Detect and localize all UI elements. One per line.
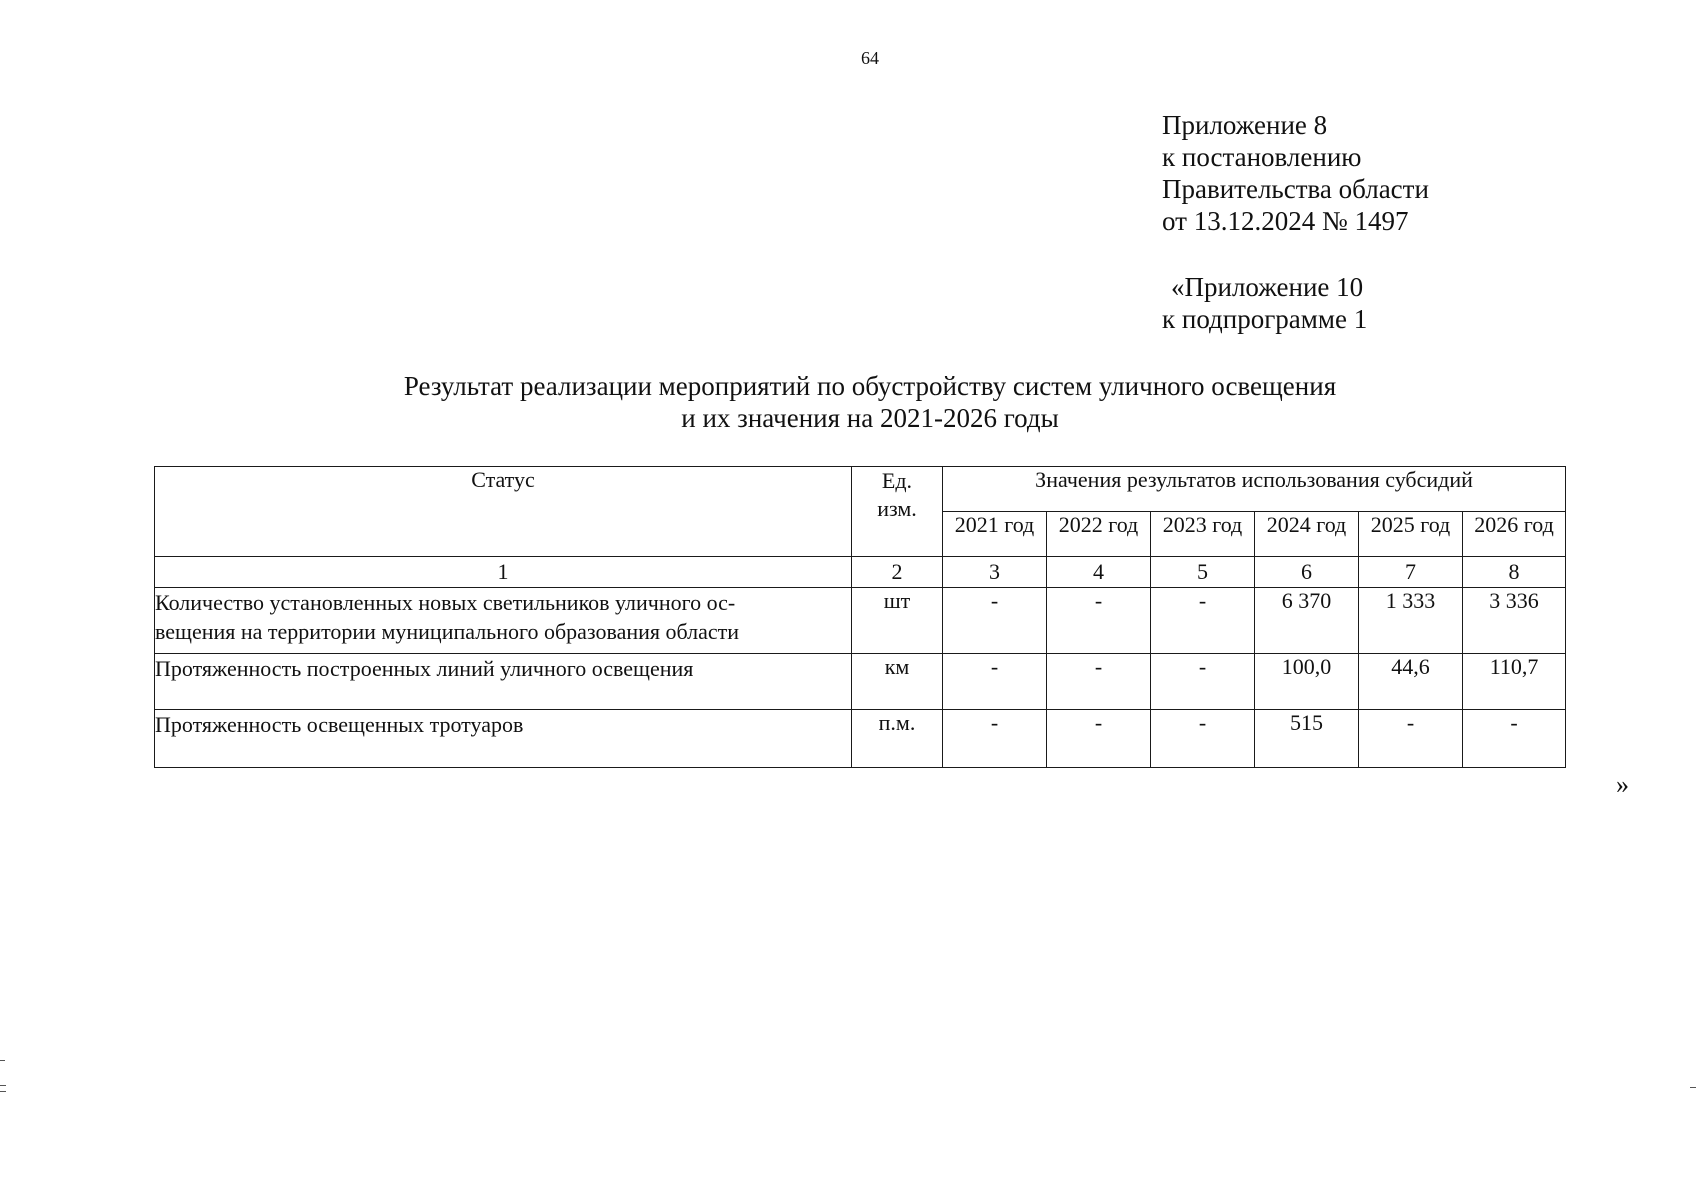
appendix-reference bbox=[1162, 109, 1429, 237]
page-number: 64 bbox=[861, 48, 879, 68]
row-value: - bbox=[1151, 710, 1255, 768]
column-number: 5 bbox=[1151, 557, 1255, 588]
title-line: и их значения на 2021-2026 годы bbox=[681, 403, 1059, 433]
document-title bbox=[300, 370, 1440, 434]
row-value: - bbox=[1463, 710, 1566, 768]
header-year: 2024 год bbox=[1255, 512, 1359, 557]
row-value: 1 333 bbox=[1359, 588, 1463, 654]
row-value: 3 336 bbox=[1463, 588, 1566, 654]
column-number: 1 bbox=[155, 557, 852, 588]
row-unit: п.м. bbox=[852, 710, 943, 768]
header-year: 2022 год bbox=[1047, 512, 1151, 557]
row-status-line: вещения на территории муниципального образования области bbox=[155, 619, 740, 644]
row-value: 44,6 bbox=[1359, 654, 1463, 710]
column-number: 2 bbox=[852, 557, 943, 588]
row-value: - bbox=[1047, 654, 1151, 710]
results-table bbox=[154, 466, 1566, 768]
row-value: - bbox=[943, 710, 1047, 768]
column-number: 7 bbox=[1359, 557, 1463, 588]
row-status bbox=[155, 588, 852, 654]
row-value: - bbox=[1047, 710, 1151, 768]
scan-edge-mark bbox=[1690, 1087, 1696, 1088]
header-unit bbox=[852, 467, 943, 557]
row-status bbox=[155, 654, 852, 710]
row-status-line: Протяженность построенных линий уличного освещения bbox=[155, 656, 694, 681]
closing-quote: » bbox=[1616, 770, 1629, 799]
scan-edge-mark bbox=[0, 1091, 6, 1092]
row-unit: км bbox=[852, 654, 943, 710]
header-year: 2025 год bbox=[1359, 512, 1463, 557]
row-value: - bbox=[1151, 588, 1255, 654]
appendix-line: к постановлению bbox=[1162, 142, 1362, 172]
column-number: 4 bbox=[1047, 557, 1151, 588]
row-status bbox=[155, 710, 852, 768]
appendix-line: Приложение 8 bbox=[1162, 110, 1328, 140]
column-number-row bbox=[155, 557, 1566, 588]
table-row bbox=[155, 588, 1566, 654]
subprogram-appendix-line: «Приложение 10 bbox=[1171, 272, 1364, 302]
row-value: - bbox=[943, 654, 1047, 710]
row-value: 6 370 bbox=[1255, 588, 1359, 654]
header-status: Статус bbox=[155, 467, 852, 557]
row-value: - bbox=[1359, 710, 1463, 768]
row-value: - bbox=[943, 588, 1047, 654]
scan-edge-mark bbox=[0, 1060, 5, 1061]
header-values-group: Значения результатов использования субсидий bbox=[943, 467, 1566, 512]
header-unit-line: изм. bbox=[877, 496, 917, 521]
appendix-line: от 13.12.2024 № 1497 bbox=[1162, 206, 1409, 236]
column-number: 6 bbox=[1255, 557, 1359, 588]
scan-edge-mark bbox=[0, 1085, 6, 1086]
row-value: 100,0 bbox=[1255, 654, 1359, 710]
table-row bbox=[155, 654, 1566, 710]
row-status-line: Протяженность освещенных тротуаров bbox=[155, 712, 524, 737]
header-year: 2023 год bbox=[1151, 512, 1255, 557]
column-number: 8 bbox=[1463, 557, 1566, 588]
row-unit: шт bbox=[852, 588, 943, 654]
subprogram-appendix-line: к подпрограмме 1 bbox=[1162, 304, 1368, 334]
header-year: 2021 год bbox=[943, 512, 1047, 557]
column-number: 3 bbox=[943, 557, 1047, 588]
subprogram-appendix-reference bbox=[1162, 271, 1367, 335]
header-year: 2026 год bbox=[1463, 512, 1566, 557]
row-value: 515 bbox=[1255, 710, 1359, 768]
appendix-line: Правительства области bbox=[1162, 174, 1429, 204]
row-value: - bbox=[1151, 654, 1255, 710]
table-row bbox=[155, 710, 1566, 768]
row-value: - bbox=[1047, 588, 1151, 654]
title-line: Результат реализации мероприятий по обустройству систем уличного освещения bbox=[403, 371, 1337, 401]
row-status-line: Количество установленных новых светильников уличного ос- bbox=[155, 590, 736, 615]
row-value: 110,7 bbox=[1463, 654, 1566, 710]
header-unit-line: Ед. bbox=[881, 468, 913, 493]
